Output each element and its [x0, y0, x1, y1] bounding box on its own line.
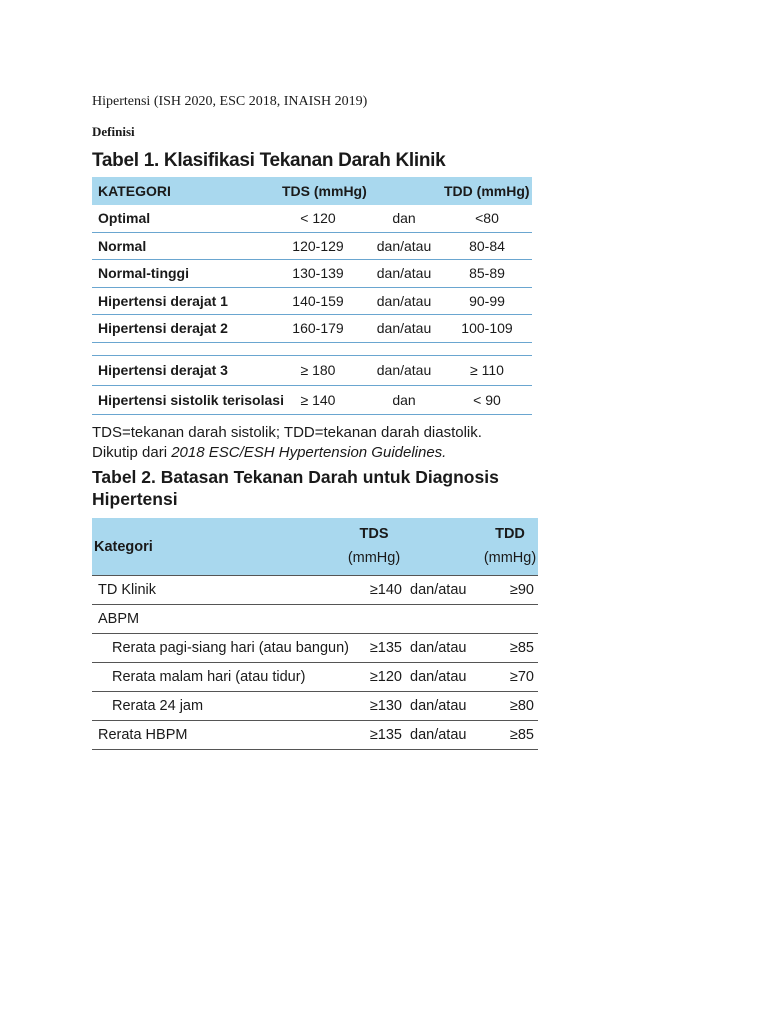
table2-title: Tabel 2. Batasan Tekanan Darah untuk Diagnosis Hipertensi [92, 467, 499, 509]
table1-header-tds: TDS (mmHg) [282, 183, 367, 199]
table1-tdd-value: 80-84 [469, 237, 505, 254]
table1-conjunction: dan/atau [376, 237, 432, 254]
table2-header-tds-cell [344, 522, 404, 570]
table-row [92, 692, 538, 721]
table1-category: Hipertensi derajat 1 [98, 292, 228, 309]
table1-source-prefix: Dikutip dari [92, 444, 172, 461]
table1-header-row [92, 177, 532, 205]
table1-abbreviation-note: TDS=tekanan darah sistolik; TDD=tekanan darah diastolik. [92, 424, 482, 441]
table1-tdd-value: 90-99 [469, 292, 505, 309]
table2-header-tds: TDS [359, 526, 389, 542]
table1-tds-value: 130-139 [292, 265, 344, 282]
table2-tdd-value: ≥85 [509, 727, 534, 743]
table2-tds-value: ≥135 [369, 727, 402, 743]
table1-tdd-value: 85-89 [469, 265, 505, 282]
table1-conjunction: dan/atau [376, 362, 432, 378]
table2-header-tdd-unit: (mmHg) [483, 550, 537, 566]
table2-tdd-value: ≥80 [509, 698, 534, 714]
table1-conjunction: dan [392, 391, 416, 408]
table2-category: Rerata HBPM [98, 727, 188, 743]
table2-tdd-value: ≥70 [509, 669, 534, 685]
table1-conjunction: dan/atau [376, 292, 432, 309]
table-row [92, 288, 532, 316]
table1-tds-value: ≥ 180 [300, 362, 336, 378]
table2-category: Rerata 24 jam [112, 698, 204, 714]
table-row [92, 386, 532, 415]
table1-conjunction: dan/atau [376, 265, 432, 282]
table1-tdd-value: 100-109 [461, 320, 513, 337]
table1-tdd-value: ≥ 110 [470, 362, 504, 378]
table1-tds-value: < 120 [300, 210, 336, 227]
table1-category: Normal-tinggi [98, 265, 189, 282]
table1-header-tdd: TDD (mmHg) [444, 183, 530, 199]
table1-tds-value: 140-159 [292, 292, 344, 309]
table1-tds-value: 160-179 [292, 320, 344, 337]
table-row [92, 605, 538, 634]
table2-header-tds-unit: (mmHg) [347, 550, 401, 566]
table2-header-kategori: Kategori [94, 539, 153, 555]
table2-tds-value: ≥135 [369, 640, 402, 656]
table-row [92, 634, 538, 663]
document-heading: Hipertensi (ISH 2020, ESC 2018, INAISH 2019) [92, 94, 368, 109]
table1-source-note [92, 443, 482, 463]
table1-tdd-value: <80 [475, 210, 499, 227]
table2-header-tdd-cell [482, 522, 538, 570]
table2-conjunction: dan/atau [410, 640, 467, 656]
table2-conjunction: dan/atau [410, 582, 467, 598]
table2-header-tdd: TDD [495, 526, 525, 542]
table2-header-row [92, 518, 538, 576]
table1-tds-value: ≥ 140 [300, 391, 336, 408]
table-row [92, 233, 532, 261]
table1-source-title: 2018 ESC/ESH Hypertension Guidelines. [171, 444, 447, 461]
table2-diagnosis-thresholds [92, 518, 538, 750]
table-row [92, 205, 532, 233]
table2-tds-value: ≥130 [369, 698, 402, 714]
table2-tds-value: ≥120 [369, 669, 402, 685]
table1-tdd-value: < 90 [473, 391, 501, 408]
table-row [92, 721, 538, 750]
table-row [92, 663, 538, 692]
section-subheading: Definisi [92, 124, 135, 139]
table1-spacer-row [92, 343, 532, 356]
table2-category: Rerata pagi-siang hari (atau bangun) [112, 640, 349, 656]
table2-tdd-value: ≥90 [509, 582, 534, 598]
table-row [92, 576, 538, 605]
table1-category: Normal [98, 237, 147, 254]
table1-footnote [92, 423, 482, 463]
table2-tds-value: ≥140 [369, 582, 402, 598]
table2-conjunction: dan/atau [410, 727, 467, 743]
table-row [92, 260, 532, 288]
table2-category: TD Klinik [98, 582, 157, 598]
table1-category: Hipertensi derajat 3 [98, 362, 228, 378]
table1-category: Optimal [98, 210, 151, 227]
table-row [92, 356, 532, 386]
table1-title: Tabel 1. Klasifikasi Tekanan Darah Klinik [92, 150, 446, 171]
table1-blood-pressure-classification [92, 177, 532, 415]
table2-category: Rerata malam hari (atau tidur) [112, 669, 306, 685]
table2-category: ABPM [98, 611, 140, 627]
table1-conjunction: dan/atau [376, 320, 432, 337]
table2-conjunction: dan/atau [410, 698, 467, 714]
table1-category: Hipertensi sistolik terisolasi [98, 391, 284, 408]
table1-tds-value: 120-129 [292, 237, 344, 254]
table2-tdd-value: ≥85 [509, 640, 534, 656]
table1-category: Hipertensi derajat 2 [98, 320, 228, 337]
table-row [92, 315, 532, 343]
table1-header-kategori: KATEGORI [98, 183, 171, 199]
table2-conjunction: dan/atau [410, 669, 467, 685]
table1-conjunction: dan [392, 210, 416, 227]
